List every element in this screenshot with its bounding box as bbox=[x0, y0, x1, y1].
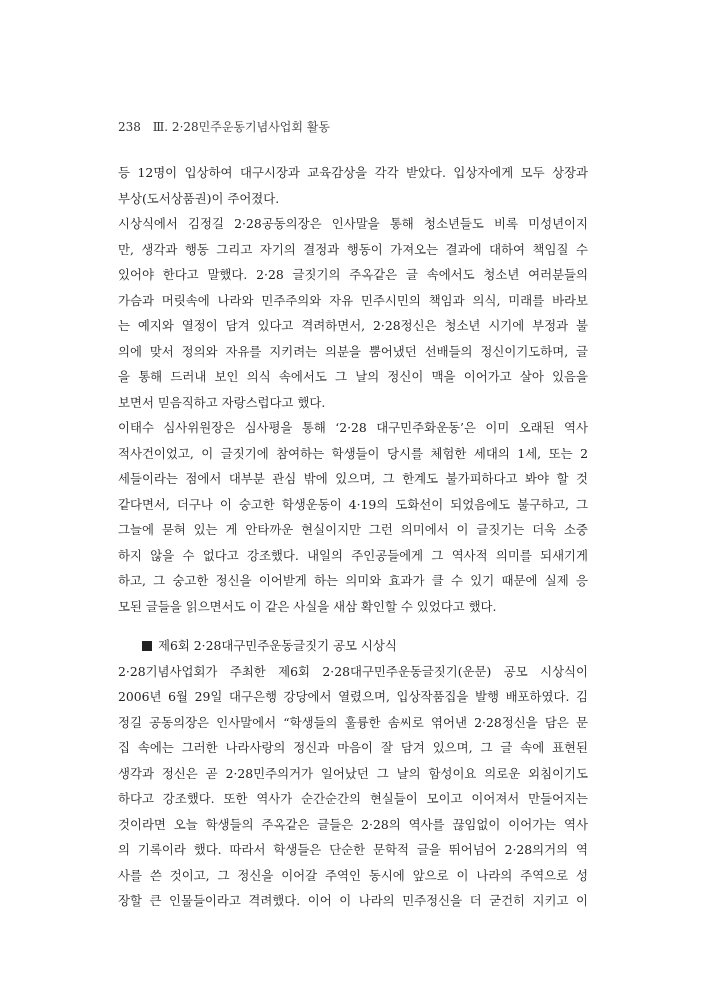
text-line: 시상식에서 김정길 2·28공동의장은 인사말을 통해 청소년들도 비록 미성년이지 bbox=[118, 216, 588, 231]
body-text bbox=[118, 160, 588, 914]
text-line: 의에 맞서 정의와 자유를 지키려는 의분을 뿜어냈던 선배들의 정신이기도하며, 글 bbox=[118, 343, 588, 359]
square-bullet-icon bbox=[142, 641, 152, 651]
page-number: 238 bbox=[118, 120, 141, 134]
paragraph bbox=[118, 160, 588, 211]
text-line: 부상(도서상품권)이 주어졌다. bbox=[118, 190, 280, 206]
section-heading bbox=[118, 633, 588, 659]
text-line: 보면서 믿음직하고 자랑스럽다고 했다. bbox=[118, 394, 326, 410]
text-line: 같다면서, 더구나 이 숭고한 학생운동이 4·19의 도화선이 되었음에도 불구하고, 그 bbox=[118, 496, 588, 512]
section-title: Ⅲ. 2·28민주운동기념사업회 활동 bbox=[152, 120, 330, 134]
text-line: 만, 생각과 행동 그리고 자기의 결정과 행동이 가져오는 결과에 대하여 책임질 수 bbox=[118, 241, 588, 257]
text-line: 등 12명이 입상하여 대구시장과 교육감상을 각각 받았다. 입상자에게 모두 상장과 bbox=[118, 165, 588, 180]
text-line: 세들이라는 점에서 대부분 관심 밖에 있으며, 그 한계도 불가피하다고 봐야 할 것 bbox=[118, 471, 588, 486]
text-line: 집 속에는 그러한 나라사랑의 정신과 마음이 잘 담겨 있으며, 그 글 속에 표현된 bbox=[118, 740, 588, 755]
text-line: 하지 않을 수 없다고 강조했다. 내일의 주인공들에게 그 역사적 의미를 되새기게 bbox=[118, 547, 588, 563]
text-line: 하다고 강조했다. 또한 역사가 순간순간의 현실들이 모이고 이어져서 만들어지는 bbox=[118, 791, 588, 806]
text-line: 적사건이었고, 이 글짓기에 참여하는 학생들이 당시를 체험한 세대의 1세, 또는 2 bbox=[118, 445, 588, 461]
text-line: 을 통해 드러내 보인 의식 속에서도 그 날의 정신이 맥을 이어가고 살아 있음을 bbox=[118, 369, 588, 384]
text-line: 의 기록이라 했다. 따라서 학생들은 단순한 문학적 글을 뛰어넘어 2·28의거의 역 bbox=[118, 842, 588, 857]
paragraph bbox=[118, 211, 588, 415]
text-line: 2·28기념사업회가 주최한 제6회 2·28대구민주운동글짓기(운문) 공모 시상식이 bbox=[118, 663, 588, 679]
text-line: 그늘에 묻혀 있는 게 안타까운 현실이지만 그런 의미에서 이 글짓기는 더욱 소중 bbox=[118, 522, 588, 537]
text-line: 것이라면 오늘 학생들의 주옥같은 글들은 2·28의 역사를 끊임없이 이어가는 역사 bbox=[118, 816, 588, 832]
text-line: 있어야 한다고 말했다. 2·28 글짓기의 주옥같은 글 속에서도 청소년 여러분들의 bbox=[118, 267, 588, 282]
text-line: 모된 글들을 읽으면서도 이 같은 사실을 새삼 확인할 수 있었다고 했다. bbox=[118, 598, 497, 614]
text-line: 는 예지와 열정이 담겨 있다고 격려하면서, 2·28정신은 청소년 시기에 부정과 불 bbox=[118, 318, 588, 333]
section-heading-text: 제6회 2·28대구민주운동글짓기 공모 시상식 bbox=[158, 638, 397, 653]
text-line: 2006년 6월 29일 대구은행 강당에서 열렸으며, 입상작품집을 발행 배포하였다. 김 bbox=[118, 689, 588, 704]
running-header bbox=[118, 118, 330, 135]
text-line: 이태수 심사위원장은 심사평을 통해 ‘2·28 대구민주화운동’은 이미 오래된 역사 bbox=[118, 420, 588, 435]
text-line: 정길 공동의장은 인사말에서 “학생들의 훌륭한 솜씨로 엮어낸 2·28정신을 담은 문 bbox=[118, 714, 588, 730]
text-line: 장할 큰 인물들이라고 격려했다. 이어 이 나라의 민주정신을 더 굳건히 지키고 이 bbox=[118, 893, 588, 908]
paragraph bbox=[118, 415, 588, 619]
text-line: 가슴과 머릿속에 나라와 민주주의와 자유 민주시민의 책임과 의식, 미래를 바라보 bbox=[118, 292, 588, 308]
text-line: 하고, 그 숭고한 정신을 이어받게 하는 의미와 효과가 클 수 있기 때문에 실제 응 bbox=[118, 573, 588, 588]
text-line: 생각과 정신은 곧 2·28민주의거가 일어났던 그 날의 함성이요 의로운 외침이기도 bbox=[118, 765, 588, 781]
paragraph bbox=[118, 659, 588, 914]
text-line: 사를 쓴 것이고, 그 정신을 이어갈 주역인 동시에 앞으로 이 나라의 주역으로 성 bbox=[118, 867, 588, 883]
